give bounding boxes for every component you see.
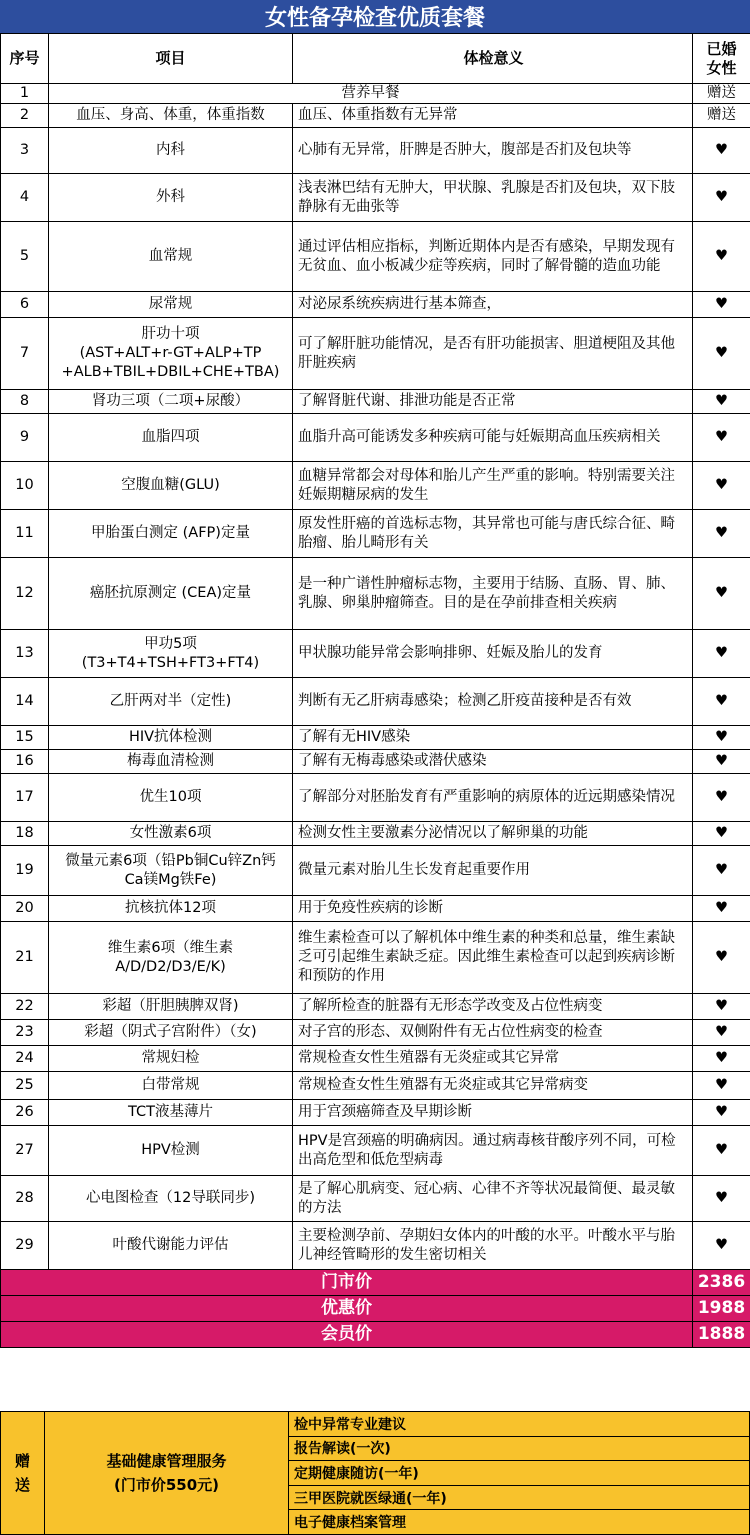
row-description: 血糖异常都会对母体和胎儿产生严重的影响。特别需要关注妊娠期糖尿病的发生 <box>293 462 693 510</box>
heart-icon: ♥ <box>693 414 750 462</box>
row-item-line: TCT液基薄片 <box>128 1104 213 1120</box>
row-item <box>49 174 293 222</box>
row-description: 是了解心肌病变、冠心病、心律不齐等状况最简便、最灵敏的方法 <box>293 1176 693 1222</box>
row-item <box>49 510 293 558</box>
table-row <box>1 822 750 846</box>
row-number: 2 <box>1 104 49 128</box>
row-item-line: 尿常规 <box>148 296 193 312</box>
bonus-label-line2: 送 <box>14 1476 30 1494</box>
row-description: 用于免疫性疾病的诊断 <box>293 896 693 922</box>
row-number: 17 <box>1 774 49 822</box>
heart-icon: ♥ <box>693 174 750 222</box>
table-row <box>1 846 750 896</box>
row-item-line: Ca镁Mg铁Fe) <box>124 871 217 888</box>
price-label: 会员价 <box>1 1322 693 1348</box>
heart-icon: ♥ <box>693 630 750 678</box>
row-number: 25 <box>1 1072 49 1100</box>
heart-icon: ♥ <box>693 1126 750 1176</box>
row-item <box>49 1046 293 1072</box>
row-item-line: HPV检测 <box>141 1142 200 1158</box>
row-item-line: 彩超（阴式子宫附件）（女) <box>84 1024 257 1040</box>
table-row <box>1 414 750 462</box>
row-item <box>49 896 293 922</box>
price-value: 1988 <box>693 1296 750 1322</box>
header-married-female-line1: 已婚 <box>706 39 737 58</box>
row-item <box>49 994 293 1020</box>
row-number: 7 <box>1 318 49 390</box>
table-row <box>1 174 750 222</box>
row-number: 21 <box>1 922 49 994</box>
table-row <box>1 510 750 558</box>
row-gift-mark: 赠送 <box>693 84 750 104</box>
row-number: 1 <box>1 84 49 104</box>
row-description: 微量元素对胎儿生长发育起重要作用 <box>293 846 693 896</box>
row-number: 28 <box>1 1176 49 1222</box>
row-description: 甲状腺功能异常会影响排卵、妊娠及胎儿的发育 <box>293 630 693 678</box>
row-description: 判断有无乙肝病毒感染；检测乙肝疫苗接种是否有效 <box>293 678 693 726</box>
row-number: 26 <box>1 1100 49 1126</box>
row-description: 了解有无梅毒感染或潜伏感染 <box>293 750 693 774</box>
row-item-line: 甲胎蛋白测定 (AFP)定量 <box>91 525 250 541</box>
bonus-label <box>1 1412 45 1535</box>
price-row <box>1 1270 750 1296</box>
table-row <box>1 678 750 726</box>
row-item-line: 白带常规 <box>141 1077 200 1093</box>
row-number: 20 <box>1 896 49 922</box>
row-item <box>49 1100 293 1126</box>
row-item-line: 甲功5项 <box>144 635 197 652</box>
row-item <box>49 822 293 846</box>
row-description: 了解肾脏代谢、排泄功能是否正常 <box>293 390 693 414</box>
page-title: 女性备孕检查优质套餐 <box>0 0 750 33</box>
price-row <box>1 1296 750 1322</box>
row-description: 原发性肝癌的首选标志物，其异常也可能与唐氏综合征、畸胎瘤、胎儿畸形有关 <box>293 510 693 558</box>
bonus-item: 定期健康随访(一年) <box>289 1461 750 1486</box>
row-item-line: 空腹血糖(GLU) <box>121 477 220 493</box>
row-item-line: 内科 <box>156 142 185 158</box>
heart-icon: ♥ <box>693 994 750 1020</box>
row-gift-mark: 赠送 <box>693 104 750 128</box>
row-description: 检测女性主要激素分泌情况以了解卵巢的功能 <box>293 822 693 846</box>
table-row <box>1 390 750 414</box>
row-number: 29 <box>1 1222 49 1270</box>
row-item-line: (T3+T4+TSH+FT3+FT4) <box>81 654 260 671</box>
row-number: 8 <box>1 390 49 414</box>
table-row <box>1 84 750 104</box>
row-item-line: 心电图检查（12导联同步) <box>85 1190 256 1206</box>
row-item-line: 肾功三项（二项+尿酸） <box>91 393 250 409</box>
heart-icon: ♥ <box>693 750 750 774</box>
row-description: 用于宫颈癌筛查及早期诊断 <box>293 1100 693 1126</box>
row-description: 血压、体重指数有无异常 <box>293 104 693 128</box>
row-item <box>49 104 293 128</box>
row-item <box>49 414 293 462</box>
row-number: 15 <box>1 726 49 750</box>
row-item-line: 癌胚抗原测定 (CEA)定量 <box>89 585 252 601</box>
row-description: 了解部分对胚胎发育有严重影响的病原体的近远期感染情况 <box>293 774 693 822</box>
price-value: 1888 <box>693 1322 750 1348</box>
table-row <box>1 994 750 1020</box>
row-number: 22 <box>1 994 49 1020</box>
row-number: 23 <box>1 1020 49 1046</box>
bonus-service-price: (门市价550元) <box>113 1476 220 1494</box>
table-row <box>1 318 750 390</box>
heart-icon: ♥ <box>693 896 750 922</box>
table-row <box>1 462 750 510</box>
table-row <box>1 1020 750 1046</box>
table-row <box>1 922 750 994</box>
heart-icon: ♥ <box>693 1020 750 1046</box>
row-item-line: 血常规 <box>148 248 193 264</box>
header-row <box>1 34 750 84</box>
table-row <box>1 1046 750 1072</box>
header-meaning: 体检意义 <box>293 34 693 84</box>
row-description: 浅表淋巴结有无肿大，甲状腺、乳腺是否扪及包块，双下肢静脉有无曲张等 <box>293 174 693 222</box>
row-item <box>49 1176 293 1222</box>
heart-icon: ♥ <box>693 922 750 994</box>
row-description: 维生素检查可以了解机体中维生素的种类和总量，维生素缺乏可引起维生素缺乏症。因此维生素检查可以起到疾病诊断和预防的作用 <box>293 922 693 994</box>
header-no: 序号 <box>1 34 49 84</box>
bonus-item: 电子健康档案管理 <box>289 1510 750 1535</box>
bonus-item: 报告解读(一次) <box>289 1436 750 1461</box>
heart-icon: ♥ <box>693 390 750 414</box>
price-label: 门市价 <box>1 1270 693 1296</box>
heart-icon: ♥ <box>693 292 750 318</box>
row-description: 了解所检查的脏器有无形态学改变及占位性病变 <box>293 994 693 1020</box>
row-item-line: 维生素6项（维生素 <box>107 939 234 956</box>
row-item-line: 微量元素6项（铅Pb铜Cu锌Zn钙 <box>65 852 276 869</box>
price-row <box>1 1322 750 1348</box>
table-row <box>1 1222 750 1270</box>
price-label: 优惠价 <box>1 1296 693 1322</box>
row-description: 是一种广谱性肿瘤标志物，主要用于结肠、直肠、胃、肺、乳腺、卵巢肿瘤筛查。目的是在孕前排查相关疾病 <box>293 558 693 630</box>
header-married-female <box>693 34 750 84</box>
row-item <box>49 630 293 678</box>
heart-icon: ♥ <box>693 318 750 390</box>
row-description: 可了解肝脏功能情况，是否有肝功能损害、胆道梗阻及其他肝脏疾病 <box>293 318 693 390</box>
row-item <box>49 318 293 390</box>
row-item <box>49 1072 293 1100</box>
heart-icon: ♥ <box>693 1100 750 1126</box>
table-row <box>1 750 750 774</box>
header-item: 项目 <box>49 34 293 84</box>
row-description: 血脂升高可能诱发多种疾病可能与妊娠期高血压疾病相关 <box>293 414 693 462</box>
price-value: 2386 <box>693 1270 750 1296</box>
row-item <box>49 774 293 822</box>
table-row <box>1 1100 750 1126</box>
heart-icon: ♥ <box>693 822 750 846</box>
row-item <box>49 846 293 896</box>
table-row <box>1 1176 750 1222</box>
row-item-line: 彩超（肝胆胰脾双肾) <box>102 998 239 1014</box>
table-row <box>1 558 750 630</box>
row-item-line: 血压、身高、体重，体重指数 <box>76 107 265 123</box>
row-item-line: 叶酸代谢能力评估 <box>112 1237 229 1253</box>
row-item-line: 女性激素6项 <box>129 825 212 841</box>
row-item <box>49 462 293 510</box>
heart-icon: ♥ <box>693 726 750 750</box>
row-number: 9 <box>1 414 49 462</box>
row-item-line: 外科 <box>156 189 185 205</box>
row-description: 主要检测孕前、孕期妇女体内的叶酸的水平。叶酸水平与胎儿神经管畸形的发生密切相关 <box>293 1222 693 1270</box>
bonus-item: 检中异常专业建议 <box>289 1412 750 1437</box>
row-item <box>49 390 293 414</box>
row-number: 10 <box>1 462 49 510</box>
bonus-item: 三甲医院就医绿通(一年) <box>289 1485 750 1510</box>
row-item-line: 抗核抗体12项 <box>125 900 216 916</box>
row-item <box>49 726 293 750</box>
bonus-service-name: 基础健康管理服务 <box>106 1452 227 1470</box>
row-item-line: 优生10项 <box>139 789 202 805</box>
heart-icon: ♥ <box>693 1176 750 1222</box>
heart-icon: ♥ <box>693 846 750 896</box>
row-number: 14 <box>1 678 49 726</box>
row-item <box>49 128 293 174</box>
table-row <box>1 128 750 174</box>
row-item-line: 梅毒血清检测 <box>127 753 214 769</box>
row-item <box>49 922 293 994</box>
row-item-line: +ALB+TBIL+DBIL+CHE+TBA) <box>61 364 280 380</box>
header-married-female-line2: 女性 <box>706 58 737 77</box>
row-number: 24 <box>1 1046 49 1072</box>
row-item-line: 常规妇检 <box>141 1050 200 1066</box>
heart-icon: ♥ <box>693 774 750 822</box>
row-number: 11 <box>1 510 49 558</box>
row-number: 18 <box>1 822 49 846</box>
row-description: 对子宫的形态、双侧附件有无占位性病变的检查 <box>293 1020 693 1046</box>
heart-icon: ♥ <box>693 222 750 292</box>
row-number: 12 <box>1 558 49 630</box>
bonus-table <box>0 1411 750 1535</box>
heart-icon: ♥ <box>693 128 750 174</box>
heart-icon: ♥ <box>693 678 750 726</box>
heart-icon: ♥ <box>693 1072 750 1100</box>
row-description: 心肺有无异常，肝脾是否肿大，腹部是否扪及包块等 <box>293 128 693 174</box>
row-item <box>49 750 293 774</box>
row-item-line: 乙肝两对半（定性) <box>109 693 232 709</box>
row-description: HPV是宫颈癌的明确病因。通过病毒核苷酸序列不同，可检出高危型和低危型病毒 <box>293 1126 693 1176</box>
row-description: 常规检查女性生殖器有无炎症或其它异常病变 <box>293 1072 693 1100</box>
row-number: 5 <box>1 222 49 292</box>
row-item-line: 血脂四项 <box>141 429 200 445</box>
row-number: 4 <box>1 174 49 222</box>
row-description: 了解有无HIV感染 <box>293 726 693 750</box>
table-row <box>1 1072 750 1100</box>
table-row <box>1 222 750 292</box>
row-item-line: HIV抗体检测 <box>128 729 213 745</box>
heart-icon: ♥ <box>693 510 750 558</box>
row-description: 营养早餐 <box>49 84 693 104</box>
row-number: 16 <box>1 750 49 774</box>
row-item <box>49 558 293 630</box>
row-number: 27 <box>1 1126 49 1176</box>
bonus-label-line1: 赠 <box>14 1452 30 1470</box>
row-number: 6 <box>1 292 49 318</box>
heart-icon: ♥ <box>693 558 750 630</box>
table-row <box>1 726 750 750</box>
row-item <box>49 678 293 726</box>
table-row <box>1 292 750 318</box>
row-item-line: 肝功十项 <box>141 326 200 342</box>
bonus-service <box>45 1412 289 1535</box>
row-item <box>49 222 293 292</box>
row-description: 常规检查女性生殖器有无炎症或其它异常 <box>293 1046 693 1072</box>
row-item <box>49 1222 293 1270</box>
table-row <box>1 630 750 678</box>
heart-icon: ♥ <box>693 1046 750 1072</box>
heart-icon: ♥ <box>693 1222 750 1270</box>
row-number: 19 <box>1 846 49 896</box>
row-item-line: A/D/D2/D3/E/K) <box>115 958 226 975</box>
table-row <box>1 104 750 128</box>
table-row <box>1 774 750 822</box>
row-number: 3 <box>1 128 49 174</box>
table-row <box>1 1126 750 1176</box>
row-item <box>49 1020 293 1046</box>
package-table <box>0 33 750 1348</box>
row-item <box>49 292 293 318</box>
heart-icon: ♥ <box>693 462 750 510</box>
row-description: 通过评估相应指标，判断近期体内是否有感染，早期发现有无贫血、血小板减少症等疾病，同时了解骨髓的造血功能 <box>293 222 693 292</box>
row-number: 13 <box>1 630 49 678</box>
table-row <box>1 896 750 922</box>
row-item <box>49 1126 293 1176</box>
row-item-line: (AST+ALT+r-GT+ALP+TP <box>79 345 262 361</box>
row-description: 对泌尿系统疾病进行基本筛查， <box>293 292 693 318</box>
